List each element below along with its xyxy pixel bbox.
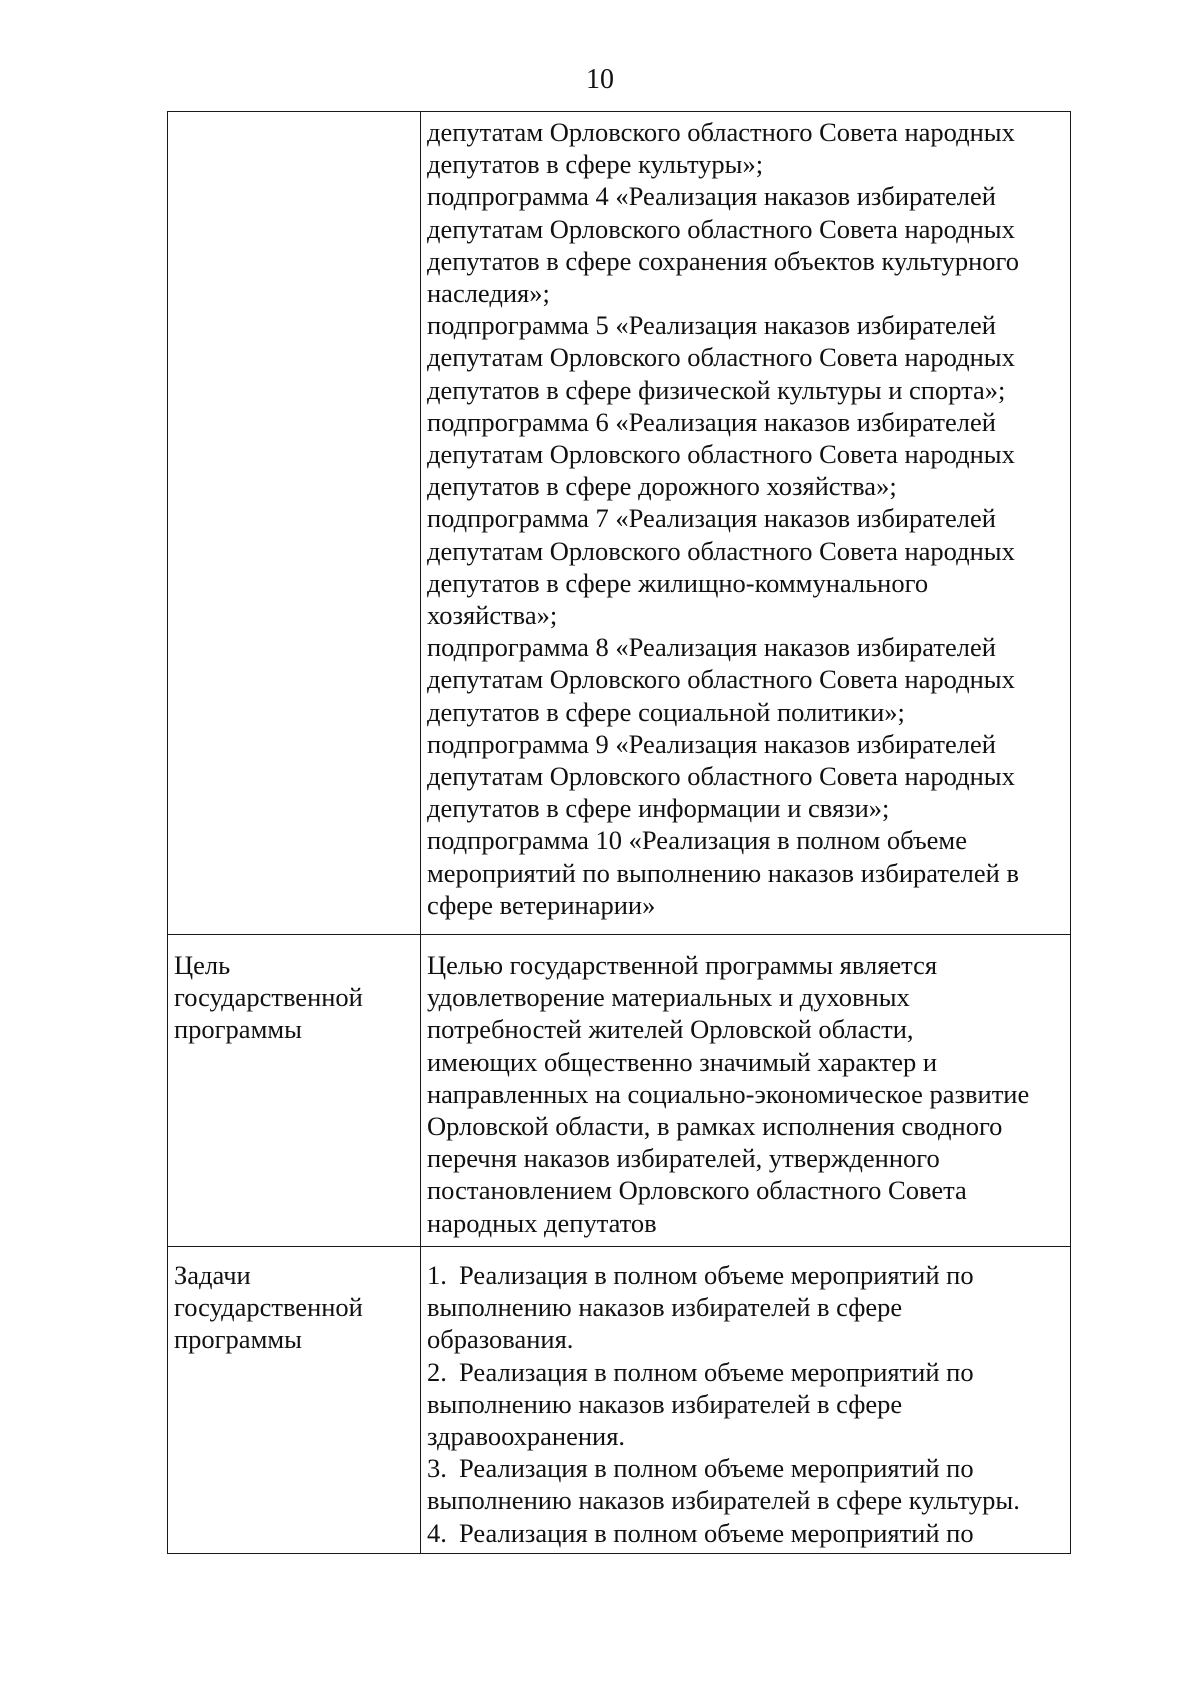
label-line: государственной bbox=[174, 1292, 363, 1323]
content-line: подпрограмма 5 «Реализация наказов избирателей bbox=[427, 310, 996, 341]
task-item bbox=[427, 1356, 1066, 1388]
label-line: программы bbox=[174, 1014, 302, 1045]
table-row-goal bbox=[168, 935, 1071, 1247]
label-line: программы bbox=[174, 1324, 302, 1355]
page-number: 10 bbox=[586, 64, 614, 95]
content-line: подпрограмма 10 «Реализация в полном объеме bbox=[427, 825, 967, 856]
row-label-cell bbox=[168, 1247, 421, 1554]
task-line: Реализация в полном объеме мероприятий по bbox=[459, 1260, 974, 1290]
content-line: сфере ветеринарии» bbox=[427, 889, 656, 920]
table-row-subprograms bbox=[168, 112, 1071, 935]
row-label bbox=[168, 112, 420, 125]
content-line: подпрограмма 4 «Реализация наказов избирателей bbox=[427, 181, 996, 212]
task-number: 4. bbox=[427, 1517, 447, 1548]
task-line: здравоохранения. bbox=[427, 1421, 626, 1452]
content-line: депутатам Орловского областного Совета народных bbox=[427, 213, 1015, 244]
task-line: образования. bbox=[427, 1324, 574, 1355]
content-line: депутатов в сфере социальной политики»; bbox=[427, 696, 905, 727]
content-line: удовлетворение материальных и духовных bbox=[427, 982, 910, 1013]
table-row-tasks bbox=[168, 1247, 1071, 1554]
content-line: наследия»; bbox=[427, 278, 550, 309]
content-line: депутатов в сфере информации и связи»; bbox=[427, 793, 890, 824]
task-line: Реализация в полном объеме мероприятий по bbox=[459, 1453, 974, 1484]
content-line: Орловской области, в рамках исполнения сводного bbox=[427, 1111, 1003, 1142]
content-line: потребностей жителей Орловской области, bbox=[427, 1014, 914, 1045]
task-item bbox=[427, 1517, 1066, 1549]
content-line: депутатов в сфере физической культуры и спорта»; bbox=[427, 374, 1006, 405]
content-line: депутатов в сфере культуры»; bbox=[427, 149, 764, 180]
content-line: депутатам Орловского областного Совета народных bbox=[427, 342, 1015, 373]
row-content-cell bbox=[421, 112, 1071, 935]
task-line: Реализация в полном объеме мероприятий по bbox=[459, 1517, 974, 1548]
goal-text bbox=[421, 935, 1070, 1243]
content-line: подпрограмма 9 «Реализация наказов избирателей bbox=[427, 728, 996, 759]
task-line: выполнению наказов избирателей в сфере bbox=[427, 1388, 903, 1419]
program-passport-table bbox=[167, 111, 1071, 1554]
content-line: мероприятий по выполнению наказов избирателей в bbox=[427, 857, 1019, 888]
task-item bbox=[427, 1452, 1066, 1484]
content-line: подпрограмма 6 «Реализация наказов избирателей bbox=[427, 406, 996, 437]
label-line: Задачи bbox=[174, 1260, 251, 1290]
content-line: перечня наказов избирателей, утвержденного bbox=[427, 1143, 940, 1174]
row-content-cell bbox=[421, 1247, 1071, 1554]
tasks-label bbox=[168, 1247, 420, 1362]
content-line: народных депутатов bbox=[427, 1207, 657, 1238]
task-line: выполнению наказов избирателей в сфере bbox=[427, 1292, 903, 1323]
tasks-list bbox=[421, 1247, 1070, 1553]
content-line: депутатам Орловского областного Совета народных bbox=[427, 761, 1015, 792]
content-line: депутатов в сфере жилищно-коммунального bbox=[427, 567, 929, 598]
goal-label bbox=[168, 935, 420, 1052]
label-line: государственной bbox=[174, 982, 363, 1013]
label-line: Цель bbox=[174, 950, 231, 980]
content-line: подпрограмма 7 «Реализация наказов избирателей bbox=[427, 503, 996, 534]
task-number: 3. bbox=[427, 1453, 447, 1484]
content-line: депутатам Орловского областного Совета народных bbox=[427, 439, 1015, 470]
task-number: 2. bbox=[427, 1356, 447, 1387]
row-label-cell bbox=[168, 935, 421, 1247]
content-line: подпрограмма 8 «Реализация наказов избирателей bbox=[427, 632, 996, 663]
content-line: депутатам Орловского областного Совета народных bbox=[427, 535, 1015, 566]
row-label-cell bbox=[168, 112, 421, 935]
task-line: выполнению наказов избирателей в сфере культуры. bbox=[427, 1485, 1020, 1516]
task-line: Реализация в полном объеме мероприятий по bbox=[459, 1356, 974, 1387]
content-line: депутатов в сфере сохранения объектов культурного bbox=[427, 245, 1019, 276]
task-item bbox=[427, 1259, 1066, 1291]
content-line: хозяйства»; bbox=[427, 600, 558, 631]
task-number: 1. bbox=[427, 1260, 447, 1290]
content-line: депутатам Орловского областного Совета народных bbox=[427, 664, 1015, 695]
content-line: Целью государственной программы является bbox=[427, 950, 938, 980]
content-line: депутатов в сфере дорожного хозяйства»; bbox=[427, 471, 897, 502]
content-line: депутатам Орловского областного Совета народных bbox=[427, 117, 1015, 147]
content-line: постановлением Орловского областного Совета bbox=[427, 1175, 967, 1206]
content-line: имеющих общественно значимый характер и bbox=[427, 1046, 938, 1077]
content-line: направленных на социально-экономическое развитие bbox=[427, 1078, 1030, 1109]
row-content-cell bbox=[421, 935, 1071, 1247]
subprograms-list bbox=[421, 112, 1070, 925]
